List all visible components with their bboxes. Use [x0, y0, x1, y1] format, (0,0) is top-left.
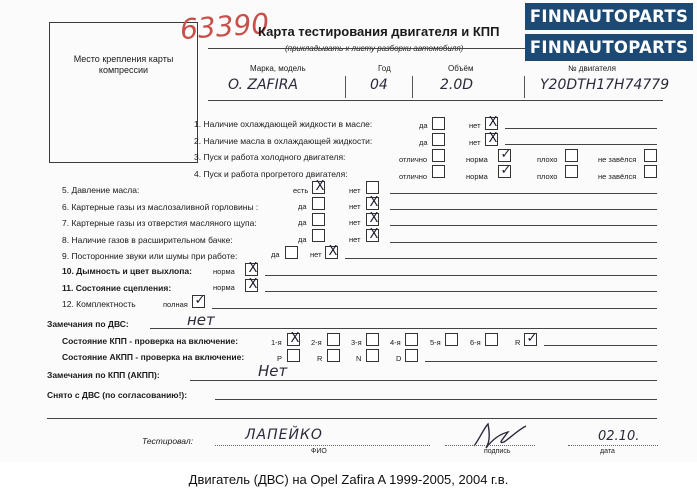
- item-7-label: 7. Картерные газы из отверстия масляного щупа:: [62, 218, 257, 228]
- item-12-opt-full: полная: [163, 300, 188, 309]
- item-1-yes-checkbox[interactable]: [432, 117, 445, 130]
- item-4-opt-normal: норма: [466, 172, 488, 181]
- removed-label: Снято с ДВС (по согласованию!):: [47, 390, 188, 400]
- item-6-line: [390, 209, 657, 210]
- item-4-excellent-checkbox[interactable]: [432, 165, 445, 178]
- item-2-line: [505, 144, 657, 145]
- item-10-normal-mark: X: [248, 261, 258, 276]
- item-8-label: 8. Наличие газов в расширительном бачке:: [62, 235, 233, 245]
- item-4-no-start-checkbox[interactable]: [644, 165, 657, 178]
- fio-label: ФИО: [311, 448, 327, 455]
- item-5-yes-checkbox[interactable]: [312, 181, 325, 194]
- item-4-opt-excellent: отлично: [399, 172, 428, 181]
- removed-line-2: [47, 418, 657, 419]
- item-6-opt-no: нет: [349, 202, 361, 211]
- removed-line: [215, 399, 657, 400]
- item-5-opt-no: нет: [349, 186, 361, 195]
- auto-p-label: P: [277, 354, 283, 363]
- item-6-no-mark: X: [369, 195, 379, 210]
- item-10-label: 10. Дымность и цвет выхлопа:: [62, 266, 192, 276]
- item-12-full-mark: ✓: [194, 293, 206, 308]
- date-value: 02.10.: [598, 429, 640, 444]
- item-6-label: 6. Картерные газы из маслозаливной горловины :: [62, 202, 259, 212]
- vehicle-year-value: 04: [370, 77, 388, 93]
- gear-6-label: 6-я: [470, 338, 481, 347]
- vehicle-model-value: O. ZAFIRA: [228, 77, 299, 93]
- item-5-opt-yes: есть: [293, 186, 309, 195]
- item-7-opt-yes: да: [298, 218, 307, 227]
- item-9-opt-no: нет: [310, 250, 322, 259]
- engine-remarks-line: [150, 328, 657, 329]
- vehicle-col-model: Марка, модель: [250, 64, 306, 73]
- gear-r-label: R: [515, 338, 521, 347]
- compression-card-label: Место крепления карты компрессии: [73, 54, 174, 75]
- gear-4-label: 4-я: [390, 338, 401, 347]
- item-6-no-checkbox[interactable]: [366, 197, 379, 210]
- item-5-line: [390, 193, 657, 194]
- item-2-no-checkbox[interactable]: [485, 133, 498, 146]
- item-8-no-checkbox[interactable]: [366, 229, 379, 242]
- item-8-opt-no: нет: [349, 235, 361, 244]
- item-9-label: 9. Посторонние звуки или шумы при работе:: [62, 251, 238, 261]
- item-12-full-checkbox[interactable]: [192, 295, 205, 308]
- gear-1-label: 1-я: [271, 338, 282, 347]
- compression-card-box: [49, 22, 198, 163]
- auto-d-label: D: [396, 354, 402, 363]
- item-12-line: [212, 308, 657, 309]
- item-1-line: [505, 128, 657, 129]
- item-6-yes-checkbox[interactable]: [312, 197, 325, 210]
- vehicle-col-year: Год: [378, 64, 391, 73]
- engine-remarks-label: Замечания по ДВС:: [47, 319, 129, 329]
- item-1-opt-no: нет: [469, 121, 481, 130]
- vehicle-table-divider-1: [345, 76, 346, 98]
- item-2-yes-checkbox[interactable]: [432, 133, 445, 146]
- item-8-line: [390, 242, 657, 243]
- gear-2-checkbox[interactable]: [327, 333, 340, 346]
- item-11-opt-normal: норма: [213, 283, 235, 292]
- gear-1-mark: X: [290, 331, 300, 346]
- auto-n-checkbox[interactable]: [366, 349, 379, 362]
- gear-4-checkbox[interactable]: [405, 333, 418, 346]
- item-6-opt-yes: да: [298, 202, 307, 211]
- engine-remarks-value: нет: [187, 311, 215, 329]
- gear-1-checkbox[interactable]: [287, 333, 300, 346]
- item-4-normal-checkbox[interactable]: [498, 165, 511, 178]
- item-7-no-mark: X: [369, 211, 379, 226]
- item-4-opt-no-start: не завёлся: [598, 172, 637, 181]
- manual-gearbox-line: [544, 345, 657, 346]
- auto-p-checkbox[interactable]: [287, 349, 300, 362]
- date-label: дата: [600, 448, 615, 455]
- manual-gearbox-label: Состояние КПП - проверка на включение:: [62, 336, 239, 346]
- gear-r-checkbox[interactable]: [524, 333, 537, 346]
- vehicle-engine-number-value: Y20DTH17H74779: [540, 77, 670, 93]
- item-9-line: [345, 258, 657, 259]
- item-10-normal-checkbox[interactable]: [245, 263, 258, 276]
- item-3-opt-normal: норма: [466, 155, 488, 164]
- auto-n-label: N: [356, 354, 362, 363]
- item-11-normal-mark: X: [248, 277, 258, 292]
- item-4-bad-checkbox[interactable]: [565, 165, 578, 178]
- item-7-yes-checkbox[interactable]: [312, 213, 325, 226]
- gear-3-checkbox[interactable]: [366, 333, 379, 346]
- item-3-bad-checkbox[interactable]: [565, 149, 578, 162]
- item-8-no-mark: X: [369, 227, 379, 242]
- item-9-yes-checkbox[interactable]: [285, 246, 298, 259]
- item-11-line: [265, 291, 657, 292]
- signature-label: подпись: [484, 448, 511, 455]
- vehicle-col-volume: Объём: [448, 64, 474, 73]
- stock-number: 63390: [178, 6, 271, 47]
- item-3-excellent-checkbox[interactable]: [432, 149, 445, 162]
- item-1-label: 1. Наличие охлаждающей жидкости в масле:: [194, 119, 373, 129]
- gear-5-label: 5-я: [430, 338, 441, 347]
- vehicle-col-engine-number: № двигателя: [568, 64, 616, 73]
- vehicle-volume-value: 2.0D: [440, 77, 474, 93]
- item-10-opt-normal: норма: [213, 267, 235, 276]
- tester-name-line: [215, 445, 430, 446]
- auto-d-checkbox[interactable]: [405, 349, 418, 362]
- date-line: [568, 445, 658, 446]
- item-2-opt-yes: да: [419, 138, 428, 147]
- item-3-opt-no-start: не завёлся: [598, 155, 637, 164]
- item-8-yes-checkbox[interactable]: [312, 229, 325, 242]
- gearbox-remarks-label: Замечания по КПП (АКПП):: [47, 370, 160, 380]
- tester-name: ЛАПЕЙКО: [245, 427, 323, 443]
- item-12-label: 12. Комплектность: [62, 299, 136, 309]
- gear-6-checkbox[interactable]: [485, 333, 498, 346]
- item-3-normal-checkbox[interactable]: [498, 149, 511, 162]
- item-1-opt-yes: да: [419, 121, 428, 130]
- vehicle-table-divider-3: [524, 76, 525, 98]
- item-1-no-mark: X: [488, 115, 498, 130]
- item-11-normal-checkbox[interactable]: [245, 279, 258, 292]
- tested-by-label: Тестировал:: [142, 436, 194, 446]
- item-3-opt-bad: плохо: [537, 155, 558, 164]
- gear-r-mark: ✓: [526, 331, 538, 346]
- gear-2-label: 2-я: [311, 338, 322, 347]
- item-3-no-start-checkbox[interactable]: [644, 149, 657, 162]
- item-3-normal-mark: ✓: [500, 147, 512, 162]
- image-caption: Двигатель (ДВС) на Opel Zafira A 1999-2005, 2004 г.в.: [188, 472, 509, 487]
- card-subtitle: (прикладывать к листу разборки автомобиля): [285, 44, 464, 53]
- gear-5-checkbox[interactable]: [445, 333, 458, 346]
- item-5-label: 5. Давление масла:: [62, 185, 140, 195]
- auto-gearbox-label: Состояние АКПП - проверка на включение:: [62, 352, 245, 362]
- signature-line: [445, 445, 535, 446]
- item-2-label: 2. Наличие масла в охлаждающей жидкости:: [194, 136, 373, 146]
- item-2-opt-no: нет: [469, 138, 481, 147]
- item-7-no-checkbox[interactable]: [366, 213, 379, 226]
- gearbox-remarks-value: Нет: [258, 362, 288, 380]
- item-9-opt-yes: да: [271, 250, 280, 259]
- auto-r-checkbox[interactable]: [327, 349, 340, 362]
- item-10-line: [265, 275, 657, 276]
- gear-3-label: 3-я: [351, 338, 362, 347]
- item-4-label: 4. Пуск и работа прогретого двигателя:: [194, 169, 348, 179]
- item-7-opt-no: нет: [349, 218, 361, 227]
- item-7-line: [390, 225, 657, 226]
- brand-banner-2: FINNAUTOPARTS: [525, 34, 693, 61]
- item-1-no-checkbox[interactable]: [485, 117, 498, 130]
- item-4-normal-mark: ✓: [500, 163, 512, 178]
- item-11-label: 11. Состояние сцепления:: [62, 283, 172, 293]
- item-3-opt-excellent: отлично: [399, 155, 428, 164]
- gearbox-remarks-line: [190, 380, 657, 381]
- item-8-opt-yes: да: [298, 235, 307, 244]
- vehicle-table-bottom-line: [208, 100, 663, 101]
- item-9-no-mark: X: [328, 244, 338, 259]
- item-2-no-mark: X: [488, 131, 498, 146]
- auto-gearbox-line: [425, 361, 657, 362]
- item-3-label: 3. Пуск и работа холодного двигателя:: [194, 152, 346, 162]
- item-4-opt-bad: плохо: [537, 172, 558, 181]
- card-title: Карта тестирования двигателя и КПП: [258, 24, 500, 39]
- item-5-no-checkbox[interactable]: [366, 181, 379, 194]
- brand-banner-1: FINNAUTOPARTS: [525, 3, 693, 30]
- vehicle-table-divider-2: [412, 76, 413, 98]
- item-5-yes-mark: X: [315, 179, 325, 194]
- auto-r-label: R: [317, 354, 323, 363]
- item-9-no-checkbox[interactable]: [325, 246, 338, 259]
